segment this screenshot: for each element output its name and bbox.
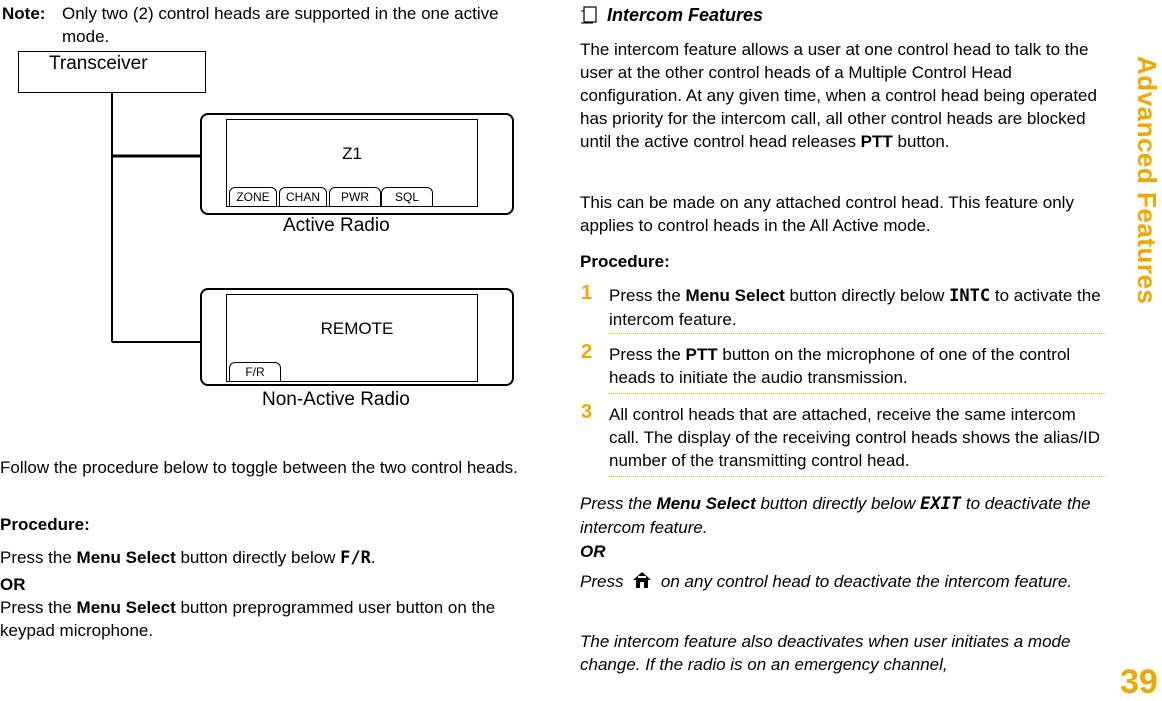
active-screen-text: Z1 [342, 144, 362, 163]
softkey-chan: CHAN [279, 187, 327, 206]
active-radio-caption: Active Radio [283, 215, 390, 236]
non-active-radio-head [200, 288, 514, 386]
page-number: 39 [1120, 663, 1158, 701]
closing-paragraph: The intercom feature also deactivates when user initiates a mode change. If the radio is on an emergency channel, [580, 632, 1071, 674]
left-step: Press the Menu Select button directly below F/R. [0, 548, 376, 568]
softkey-pwr: PWR [329, 187, 381, 206]
exit-key-label: EXIT [920, 494, 962, 514]
intro-paragraph: Follow the procedure below to toggle between the two control heads. [0, 458, 518, 477]
right-or: OR [580, 542, 606, 561]
left-procedure-label: Procedure: [0, 515, 90, 534]
intc-key-label: INTC [949, 286, 991, 306]
exit-instruction: Press the Menu Select button directly below EXIT to deactivate the intercom feature. [580, 494, 1091, 537]
section-icon [580, 5, 600, 31]
intercom-paragraph-2: This can be made on any attached control head. This feature only applies to control heads in the All Active mode. [580, 193, 1074, 235]
softkey-sql: SQL [381, 187, 433, 206]
step-number-1: 1 [581, 282, 593, 304]
chapter-side-title: Advanced Features [1132, 56, 1162, 305]
home-instruction: Press on any control head to deactivate the intercom feature. [580, 568, 1110, 599]
home-icon [632, 570, 652, 599]
step-number-3: 3 [581, 401, 593, 423]
transceiver-box [18, 51, 206, 93]
softkey-zone: ZONE [229, 187, 277, 206]
step-2-text: Press the PTT button on the microphone of one of the control heads to initiate the audio transmission. [609, 345, 1071, 387]
active-radio-head [200, 113, 514, 215]
step-divider [608, 333, 1106, 334]
step-number-2: 2 [581, 341, 593, 363]
step-3-text: All control heads that are attached, receive the same intercom call. The display of the receiving control heads shows the alias/ID number of the transmitting control head. [609, 405, 1101, 470]
fr-key-label: F/R [340, 548, 371, 568]
right-procedure-label: Procedure: [580, 252, 670, 271]
section-heading: Intercom Features [607, 5, 764, 25]
non-active-radio-display [226, 294, 478, 382]
active-radio-display [226, 119, 478, 207]
non-active-radio-caption: Non-Active Radio [262, 389, 410, 410]
transceiver-label: Transceiver [49, 53, 148, 74]
control-head-diagram [0, 40, 530, 430]
left-alt-step: Press the Menu Select button preprogrammed user button on the keypad microphone. [0, 598, 496, 640]
softkey-fr: F/R [229, 362, 281, 381]
left-or: OR [0, 575, 26, 594]
note-label: Note: [2, 4, 46, 23]
note-text: Only two (2) control heads are supported in the one active mode. [62, 4, 499, 46]
step-divider [608, 393, 1106, 394]
remote-screen-text: REMOTE [320, 319, 394, 338]
step-divider [608, 476, 1106, 477]
step-1-text: Press the Menu Select button directly below INTC to activate the intercom feature. [609, 286, 1101, 329]
intercom-paragraph-1: The intercom feature allows a user at one control head to talk to the user at the other control heads of a Multiple Control Head configuration. At any given time, when a control head being operated has priority for the intercom call, all other control heads are blocked until the active control head releases PTT button. [580, 40, 1097, 151]
